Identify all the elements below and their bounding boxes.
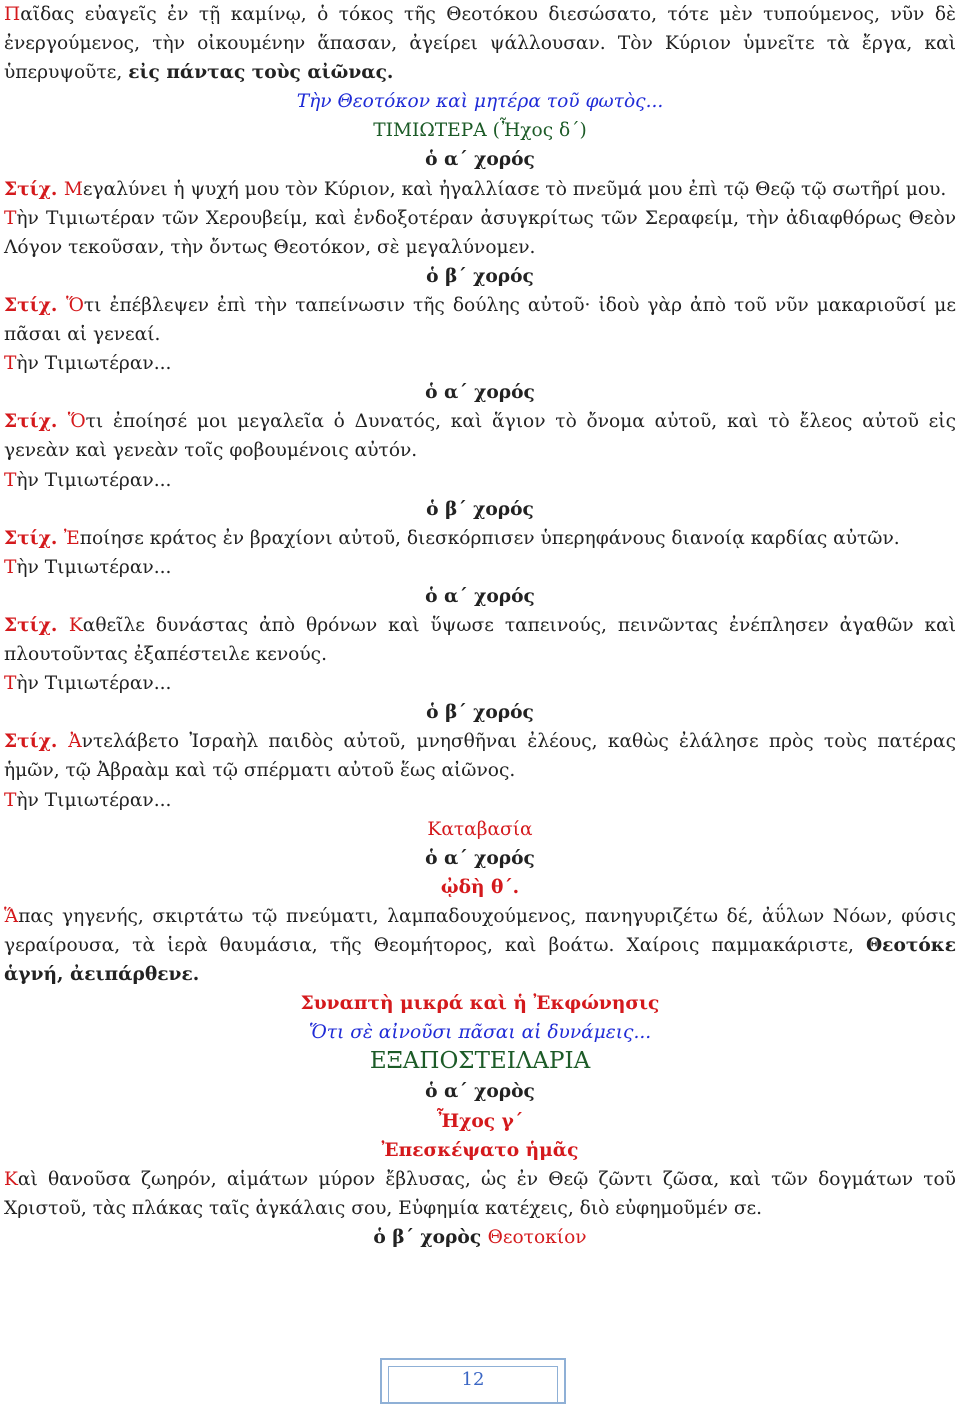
- text-paragraph: [4, 204, 956, 262]
- text-segment: ὁ β΄ χορός: [426, 265, 534, 287]
- heading-line: [4, 873, 956, 902]
- text-segment: Στίχ.: [4, 614, 69, 636]
- text-segment: αῖδας εὐαγεῖς ἐν τῇ καμίνῳ, ὁ τόκος τῆς Θεοτόκου διεσώσατο, τότε μὲν τυπούμενος, νῦν δὲ ἐνεργούμενος, τὴν οἰκουμένην ἅπασαν, ἀγείρει ψάλλουσαν. Τὸν Κύριον ὑμνεῖτε τὰ ἔργα, καὶ ὑπερυψοῦτε,: [4, 4, 956, 84]
- text-segment: ὁ α΄ χορός: [425, 585, 535, 607]
- text-segment: Τ: [4, 353, 17, 375]
- text-segment: αθεῖλε δυνάστας ἀπὸ θρόνων καὶ ὕψωσε ταπεινούς, πεινῶντας ἐνέπλησεν ἀγαθῶν καὶ πλουτοῦντας ἐξαπέστειλε κενούς.: [4, 614, 956, 666]
- text-segment: Ἅ: [4, 905, 19, 927]
- text-segment: ὴν Τιμιωτέραν...: [16, 789, 172, 811]
- liturgical-text: [4, 0, 956, 1252]
- text-segment: Μ: [63, 178, 83, 200]
- text-segment: Στίχ.: [4, 294, 66, 316]
- page-number: 12: [461, 1369, 485, 1390]
- heading-line: [4, 1136, 956, 1165]
- heading-line: [4, 582, 956, 611]
- text-segment: Ὅ: [65, 294, 84, 316]
- text-paragraph: [4, 553, 956, 582]
- text-segment: πας γηγενής, σκιρτάτω τῷ πνεύματι, λαμπαδουχούμενος, πανηγυριζέτω δέ, ἀΰλων Νόων, φύσις γεραίρουσα, τὰ ἱερὰ θαυμάσια, τῆς Θεομήτορος, καὶ βοάτω. Χαίροις παμμακάριστε,: [4, 905, 956, 956]
- text-segment: ὁ α΄ χορός: [425, 149, 535, 171]
- text-segment: ὴν Τιμιωτέραν...: [16, 353, 172, 375]
- text-paragraph: [4, 524, 956, 553]
- text-segment: Θεοτόκε ἁγνή, ἀειπάρθενε.: [4, 935, 956, 986]
- text-paragraph: [4, 349, 956, 378]
- text-segment: ὴν Τιμιωτέραν τῶν Χερουβείμ, καὶ ἐνδοξοτέραν ἀσυγκρίτως τῶν Σεραφείμ, τὴν ἀδιαφθόρως Θεὸν Λόγον τεκοῦσαν, τὴν ὄντως Θεοτόκον, σὲ μεγαλύνομεν.: [4, 207, 956, 258]
- heading-line: [4, 1223, 956, 1252]
- text-segment: ὁ β΄ χορὸς: [373, 1226, 488, 1248]
- text-segment: ὁ α΄ χορός: [425, 847, 535, 869]
- text-paragraph: [4, 611, 956, 669]
- text-segment: Ἐ: [63, 527, 80, 549]
- heading-line: [4, 1018, 956, 1047]
- text-segment: τι ἐπέβλεψεν ἐπὶ τὴν ταπείνωσιν τῆς δούλης αὐτοῦ· ἰδοὺ γὰρ ἀπὸ τοῦ νῦν μακαριοῦσί με πᾶσαι αἱ γενεαί.: [4, 294, 956, 346]
- text-segment: ὁ β΄ χορός: [426, 702, 534, 724]
- text-segment: τι ἐποίησέ μοι μεγαλεῖα ὁ Δυνατός, καὶ ἅγιον τὸ ὄνομα αὐτοῦ, καὶ τὸ ἔλεος αὐτοῦ εἰς γενεὰν καὶ γενεὰν τοῖς φοβουμένοις αὐτόν.: [4, 411, 956, 462]
- text-segment: αὶ θανοῦσα ζωηρόν, αἱμάτων μύρον ἔβλυσας, ὡς ἐν Θεῷ ζῶντι ζῶσα, καὶ τῶν δογμάτων τοῦ Χριστοῦ, τὰς πλάκας ταῖς ἀγκάλαις σου, Εὐφημία κατέχεις, διὸ εὐφημοῦμέν σε.: [4, 1168, 956, 1219]
- text-segment: Ἀ: [68, 731, 82, 753]
- heading-line: [4, 1047, 956, 1077]
- text-segment: Ἐπεσκέψατο ἡμᾶς: [381, 1139, 579, 1161]
- text-paragraph: [4, 669, 956, 698]
- text-segment: Στίχ.: [4, 178, 64, 200]
- heading-line: [4, 116, 956, 145]
- page-number-box: [380, 1358, 566, 1404]
- text-segment: Τὴν Θεοτόκον καὶ μητέρα τοῦ φωτὸς...: [296, 91, 664, 113]
- text-segment: Στίχ.: [4, 411, 68, 433]
- text-segment: Τ: [4, 207, 17, 229]
- heading-line: [4, 378, 956, 407]
- heading-line: [4, 1107, 956, 1136]
- text-segment: Θεοτοκίον: [487, 1226, 587, 1248]
- text-segment: Ὅτι σὲ αἰνοῦσι πᾶσαι αἱ δυνάμεις...: [308, 1022, 652, 1044]
- text-paragraph: [4, 466, 956, 495]
- heading-line: [4, 989, 956, 1018]
- document-page: [4, 0, 956, 1252]
- text-segment: Τ: [4, 469, 17, 491]
- text-segment: Τ: [4, 789, 17, 811]
- text-segment: ὁ β΄ χορός: [426, 498, 534, 520]
- text-segment: εἰς πάντας τοὺς αἰῶνας.: [128, 62, 394, 84]
- text-segment: ὴν Τιμιωτέραν...: [16, 469, 172, 491]
- text-segment: ὴν Τιμιωτέραν...: [16, 556, 172, 578]
- text-paragraph: [4, 902, 956, 989]
- text-segment: Κ: [68, 614, 83, 636]
- text-paragraph: [4, 175, 956, 204]
- heading-line: [4, 1077, 956, 1106]
- text-segment: ΕΞΑΠΟΣΤΕΙΛΑΡΙΑ: [369, 1048, 591, 1075]
- heading-line: [4, 262, 956, 291]
- text-segment: εγαλύνει ἡ ψυχή μου τὸν Κύριον, καὶ ἠγαλλίασε τὸ πνεῦμά μου ἐπὶ τῷ Θεῷ τῷ σωτῆρί μου.: [82, 178, 947, 200]
- text-paragraph: [4, 0, 956, 87]
- heading-line: [4, 87, 956, 116]
- text-segment: Ὅ: [67, 411, 86, 433]
- text-segment: Τ: [4, 673, 17, 695]
- text-segment: ᾠδὴ θ΄.: [440, 876, 520, 898]
- text-segment: ντελάβετο Ἰσραὴλ παιδὸς αὐτοῦ, μνησθῆναι ἐλέους, καθὼς ἐλάλησε πρὸς τοὺς πατέρας ἡμῶν, τῷ Ἀβραὰμ καὶ τῷ σπέρματι αὐτοῦ ἕως αἰῶνος.: [4, 731, 956, 782]
- text-segment: Ἦχος γ΄: [436, 1110, 524, 1132]
- heading-line: [4, 698, 956, 727]
- text-paragraph: [4, 786, 956, 815]
- heading-line: [4, 815, 956, 844]
- text-segment: ὁ α΄ χορὸς: [425, 1081, 535, 1103]
- text-segment: ποίησε κράτος ἐν βραχίονι αὐτοῦ, διεσκόρπισεν ὑπερηφάνους διανοίᾳ καρδίας αὐτῶν.: [79, 527, 900, 549]
- text-paragraph: [4, 291, 956, 349]
- text-segment: Καταβασία: [427, 818, 533, 840]
- text-segment: ὴν Τιμιωτέραν...: [16, 673, 172, 695]
- text-segment: ὁ α΄ χορός: [425, 382, 535, 404]
- text-segment: ΤΙΜΙΩΤΕΡΑ (Ἦχος δ΄): [373, 120, 587, 142]
- heading-line: [4, 844, 956, 873]
- text-paragraph: [4, 1165, 956, 1223]
- text-segment: Κ: [4, 1168, 18, 1190]
- text-paragraph: [4, 407, 956, 465]
- text-segment: Συναπτὴ μικρά καὶ ἡ Ἐκφώνησις: [300, 993, 660, 1015]
- text-segment: Στίχ.: [4, 731, 69, 753]
- text-paragraph: [4, 727, 956, 785]
- text-segment: Τ: [4, 556, 17, 578]
- text-segment: Στίχ.: [4, 527, 64, 549]
- heading-line: [4, 145, 956, 174]
- text-segment: Π: [4, 4, 21, 25]
- heading-line: [4, 495, 956, 524]
